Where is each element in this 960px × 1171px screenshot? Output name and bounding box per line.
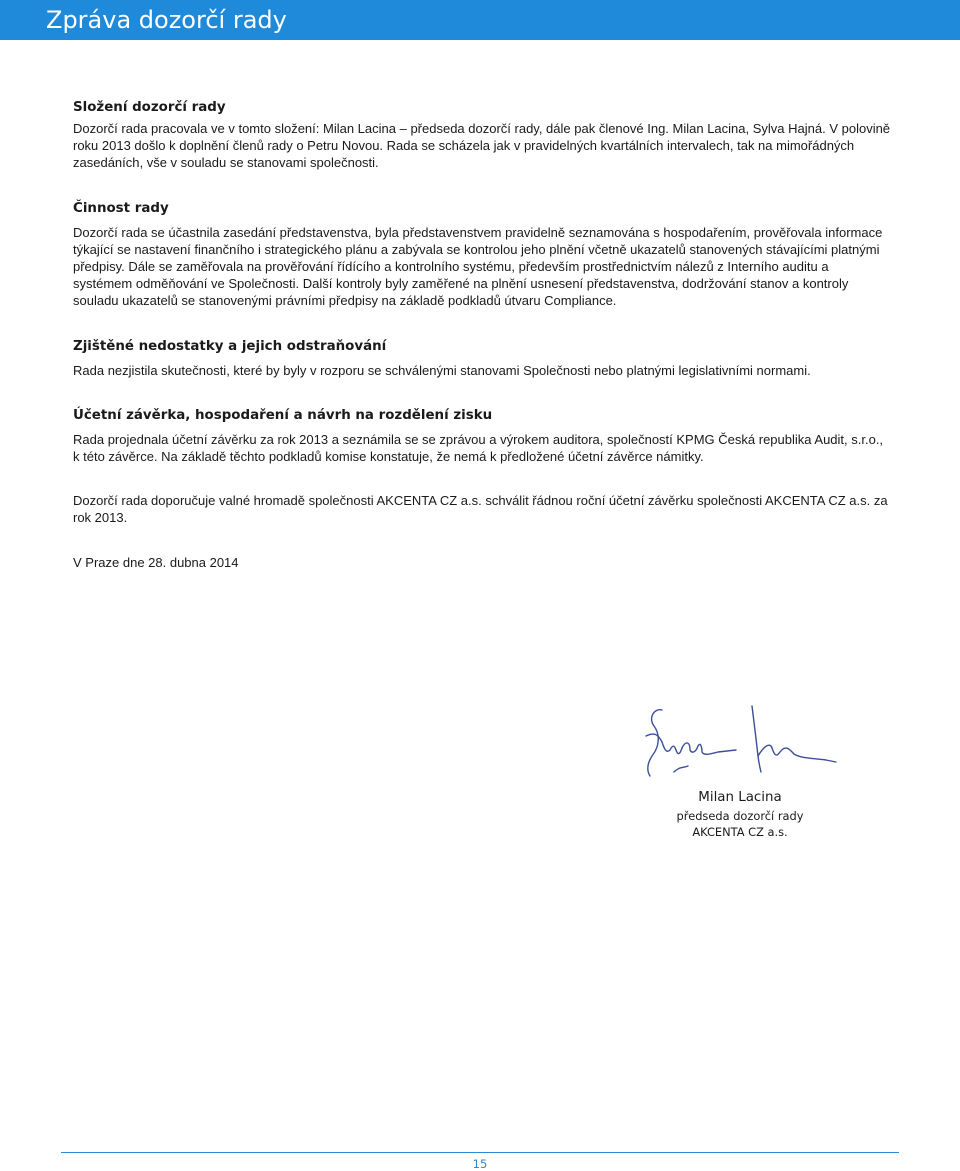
- section-paragraph: Rada nezjistila skutečnosti, které by byly v rozporu se schválenými stanovami Společnosti nebo platnými legislativními normami.: [73, 362, 811, 378]
- section-heading: Zjištěné nedostatky a jejich odstraňování: [73, 338, 387, 354]
- signer-company: AKCENTA CZ a.s.: [692, 825, 788, 839]
- section-paragraph: Dozorčí rada pracovala ve v tomto složení: Milan Lacina – předseda dozorčí rady, dále pak členové Ing. Milan Lacina, Sylva Hajná. V polovině roku 2013 došlo k doplnění členů rady o Petru Novou. Rada se scházela jak v pravidelných kvartálních intervalech, tak na mimořádných zasedáních, vše v souladu se stanovami společnosti.: [73, 121, 891, 171]
- section-paragraph: Dozorčí rada se účastnila zasedání představenstva, byla představenstvem pravidelně seznamována s hospodařením, prověřovala informace týkající se nastavení finančního i strategického plánu a zabývala se kontrolou jeho plnění včetně ukazatelů stanovených stávajícími platnými předpisy. Dále se zaměřovala na prověřování řídícího a kontrolního systému, především prostřednictvím nálezů z Interního auditu a systémem odměňování ve Společnosti. Další kontroly byly zaměřené na plnění usnesení představenstva, dodržování stanov a kontroly souladu ukazatelů se stanovenými právními předpisy na základě podkladů útvaru Compliance.: [73, 224, 883, 309]
- handwritten-signature: [640, 696, 840, 786]
- section-paragraph: Rada projednala účetní závěrku za rok 2013 a seznámila se se zprávou a výrokem auditora, společností KPMG Česká republika Audit, s.r.o., k této závěrce. Na základě těchto podkladů komise konstatuje, že nemá k předložené účetní závěrce námitky.: [73, 431, 884, 465]
- section-heading: Složení dozorčí rady: [73, 100, 226, 115]
- header-bar: [0, 0, 960, 40]
- page-title: Zpráva dozorčí rady: [46, 6, 287, 34]
- footer-divider: [61, 1152, 899, 1153]
- signer-block: [640, 788, 840, 840]
- report-body: [73, 98, 891, 571]
- signer-name: Milan Lacina: [698, 790, 782, 805]
- date-line: V Praze dne 28. dubna 2014: [73, 554, 239, 570]
- signer-role: předseda dozorčí rady: [676, 809, 804, 823]
- section-composition: [73, 98, 891, 172]
- section-activity: [73, 199, 891, 310]
- section-heading: Účetní závěrka, hospodaření a návrh na rozdělení zisku: [73, 407, 493, 423]
- section-deficiencies: [73, 337, 891, 379]
- page-number: 15: [472, 1157, 488, 1171]
- recommendation-paragraph: Dozorčí rada doporučuje valné hromadě společnosti AKCENTA CZ a.s. schválit řádnou roční účetní závěrku společnosti AKCENTA CZ a.s. za rok 2013.: [73, 493, 888, 526]
- section-heading: Činnost rady: [73, 200, 169, 216]
- section-financial-statements: [73, 406, 891, 527]
